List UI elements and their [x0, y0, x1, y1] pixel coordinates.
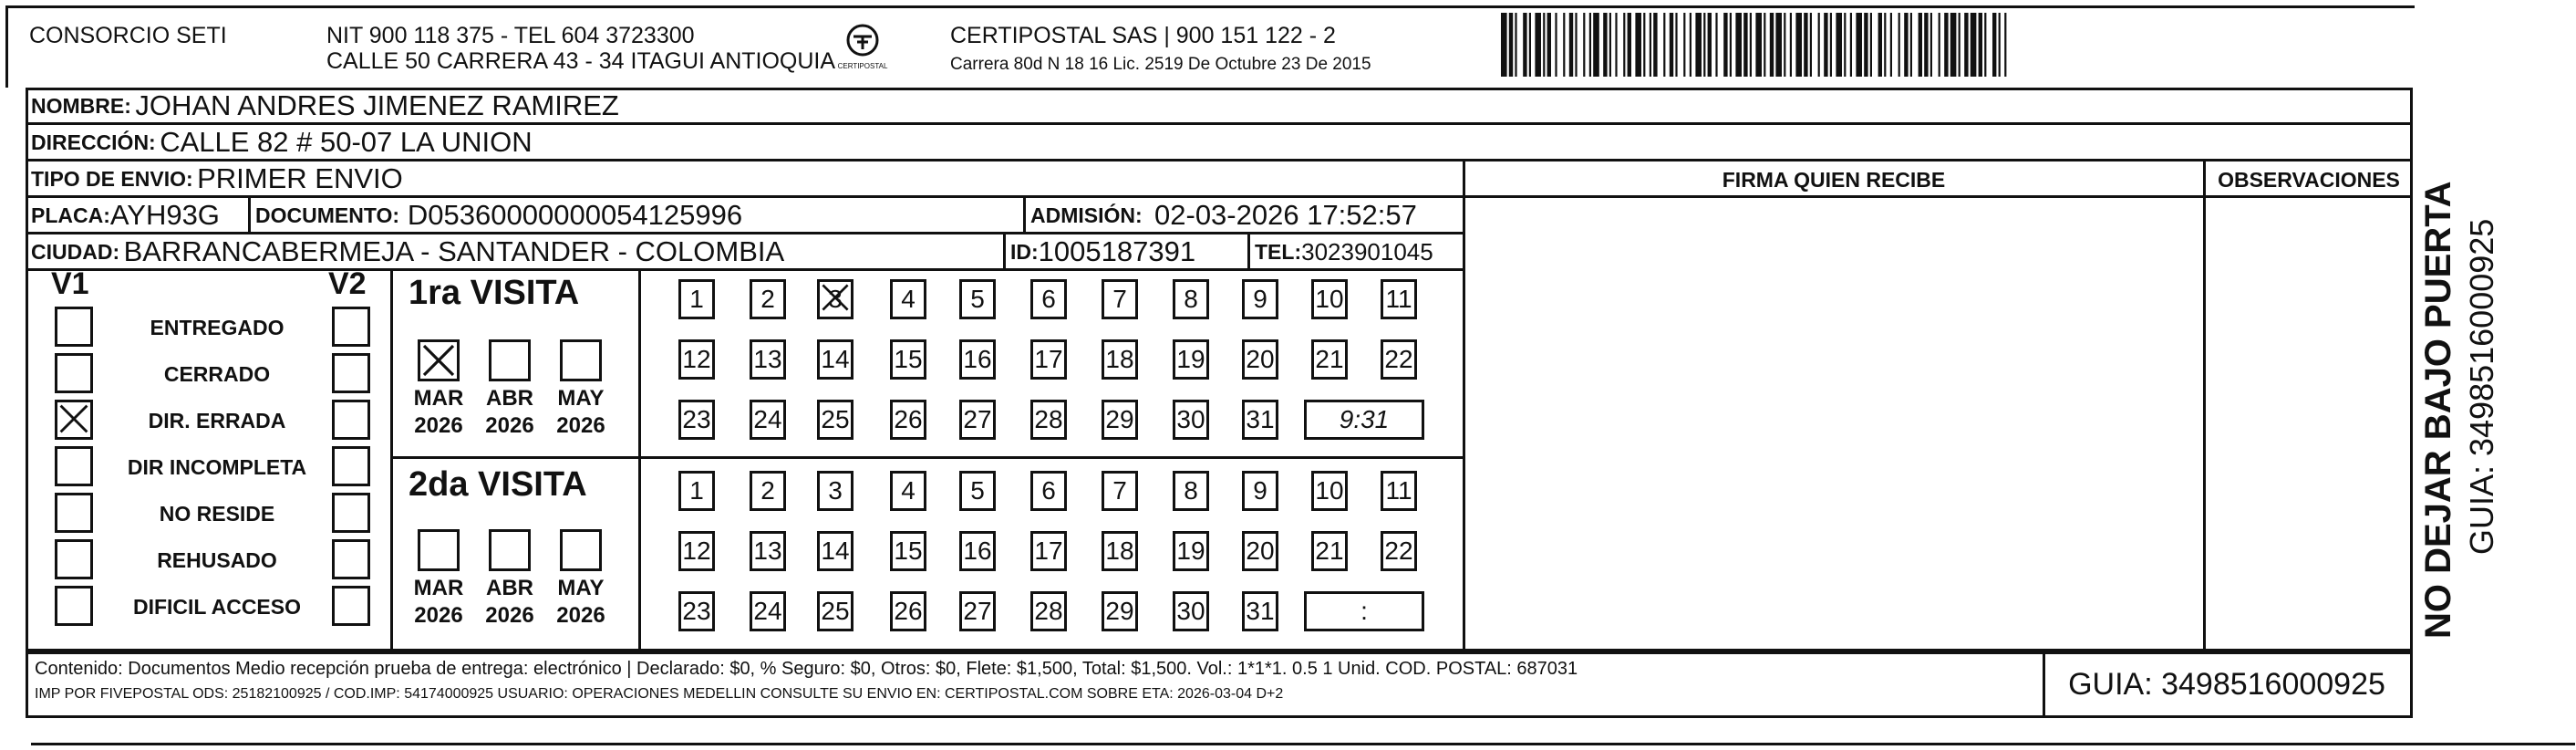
v1-checkbox[interactable]: [55, 446, 93, 486]
company-name: CONSORCIO SETI: [29, 23, 227, 48]
month-label: MAR 2026: [413, 386, 464, 438]
month-label: MAR 2026: [413, 576, 464, 628]
month-label: ABR 2026: [485, 576, 534, 628]
v2-label: V2: [328, 266, 367, 301]
day-box[interactable]: 9: [1242, 279, 1278, 319]
ciudad-label: CIUDAD:: [31, 239, 120, 264]
day-box[interactable]: 11: [1381, 471, 1417, 511]
v1-checkbox[interactable]: [55, 400, 93, 440]
id-cell: [1005, 234, 1195, 270]
day-box[interactable]: 24: [750, 400, 786, 440]
direccion-label: DIRECCIÓN:: [31, 130, 156, 154]
v2-checkbox[interactable]: [332, 539, 370, 579]
day-box[interactable]: 29: [1102, 591, 1138, 631]
day-box[interactable]: 21: [1311, 339, 1348, 380]
v2-checkbox[interactable]: [332, 400, 370, 440]
svg-text:CERTIPOSTAL: CERTIPOSTAL: [837, 62, 888, 70]
direccion-value: CALLE 82 # 50-07 LA UNION: [160, 126, 533, 158]
day-box[interactable]: 31: [1242, 400, 1278, 440]
footer-imp: IMP POR FIVEPOSTAL ODS: 25182100925 / COD.IMP: 54174000925 USUARIO: OPERACIONES MEDELLIN CONSULTE SU ENVIO EN: CERTIPOSTAL.COM SOBRE ETA: 2026-03-04 D+2: [35, 686, 1284, 702]
row-line: [390, 456, 1464, 459]
placa-label: PLACA:: [31, 203, 110, 227]
day-box[interactable]: 28: [1030, 591, 1067, 631]
day-box[interactable]: 2: [750, 279, 786, 319]
day-box[interactable]: 2: [750, 471, 786, 511]
day-box[interactable]: 13: [750, 531, 786, 571]
row-line: [26, 651, 2413, 654]
tipo-row: [26, 161, 403, 197]
day-box[interactable]: 6: [1030, 471, 1067, 511]
day-box[interactable]: 18: [1102, 531, 1138, 571]
col-line: [638, 268, 641, 651]
day-box[interactable]: 26: [890, 591, 926, 631]
day-box[interactable]: 8: [1173, 471, 1209, 511]
time-box[interactable]: :: [1304, 591, 1424, 631]
cut-line: [31, 743, 2575, 745]
day-box[interactable]: 30: [1173, 400, 1209, 440]
col-line: [2410, 651, 2413, 717]
month-checkbox[interactable]: [560, 339, 602, 381]
time-box[interactable]: 9:31: [1304, 400, 1424, 440]
day-box[interactable]: 12: [678, 531, 715, 571]
reason-label: CERRADO: [163, 362, 271, 386]
reason-label: NO RESIDE: [159, 502, 275, 526]
day-box[interactable]: 1: [678, 471, 715, 511]
day-box[interactable]: 10: [1311, 471, 1348, 511]
day-box[interactable]: 26: [890, 400, 926, 440]
day-box[interactable]: 7: [1102, 279, 1138, 319]
documento-label: DOCUMENTO:: [255, 203, 400, 227]
tel-cell: [1249, 234, 1433, 270]
nombre-label: NOMBRE:: [31, 93, 131, 118]
day-box[interactable]: 20: [1242, 531, 1278, 571]
v1-checkbox[interactable]: [55, 493, 93, 533]
v1-label: V1: [51, 266, 89, 301]
v1-checkbox[interactable]: [55, 586, 93, 626]
v2-checkbox[interactable]: [332, 493, 370, 533]
day-box[interactable]: 3: [817, 279, 853, 319]
month-checkbox[interactable]: [418, 339, 460, 381]
tipo-label: TIPO DE ENVIO:: [31, 166, 193, 191]
firma-area[interactable]: [1464, 197, 2201, 650]
day-box[interactable]: 23: [678, 591, 715, 631]
day-box[interactable]: 9: [1242, 471, 1278, 511]
id-value: 1005187391: [1038, 235, 1196, 267]
month-checkbox[interactable]: [489, 529, 531, 571]
day-box[interactable]: 28: [1030, 400, 1067, 440]
v2-checkbox[interactable]: [332, 307, 370, 347]
day-box[interactable]: 25: [817, 400, 853, 440]
tel-label: TEL:: [1255, 239, 1302, 264]
day-box[interactable]: 14: [817, 531, 853, 571]
month-label: ABR 2026: [485, 386, 534, 438]
col-line: [26, 651, 28, 717]
v1-checkbox[interactable]: [55, 307, 93, 347]
day-box[interactable]: 14: [817, 339, 853, 380]
day-box[interactable]: 16: [959, 531, 996, 571]
documento-cell: [250, 197, 742, 234]
day-box[interactable]: 4: [890, 279, 926, 319]
day-box[interactable]: 1: [678, 279, 715, 319]
day-box[interactable]: 21: [1311, 531, 1348, 571]
v1-checkbox[interactable]: [55, 353, 93, 393]
tipo-value: PRIMER ENVIO: [197, 162, 403, 194]
barcode: [1501, 13, 2205, 77]
side-guia: GUIA: 3498516000925: [2463, 218, 2500, 555]
day-box[interactable]: 19: [1173, 531, 1209, 571]
month-label: MAY 2026: [556, 576, 605, 628]
day-box[interactable]: 16: [959, 339, 996, 380]
reason-label: ENTREGADO: [150, 316, 284, 339]
nombre-row: [26, 88, 619, 124]
day-box[interactable]: 17: [1030, 339, 1067, 380]
day-box[interactable]: 30: [1173, 591, 1209, 631]
visit1-title: 1ra VISITA: [409, 274, 580, 312]
day-box[interactable]: 12: [678, 339, 715, 380]
day-box[interactable]: 27: [959, 400, 996, 440]
month-checkbox[interactable]: [489, 339, 531, 381]
day-box[interactable]: 17: [1030, 531, 1067, 571]
address-line: CALLE 50 CARRERA 43 - 34 ITAGUI ANTIOQUIA: [326, 48, 836, 74]
day-box[interactable]: 7: [1102, 471, 1138, 511]
day-box[interactable]: 19: [1173, 339, 1209, 380]
day-box[interactable]: 18: [1102, 339, 1138, 380]
v2-checkbox[interactable]: [332, 446, 370, 486]
tel-value: 3023901045: [1301, 237, 1433, 266]
ciudad-value: BARRANCABERMEJA - SANTANDER - COLOMBIA: [123, 235, 785, 267]
reason-label: DIR. ERRADA: [148, 409, 286, 432]
admision-cell: [1025, 197, 1417, 234]
day-box[interactable]: 11: [1381, 279, 1417, 319]
direccion-row: [26, 124, 533, 161]
col-line: [390, 268, 393, 651]
day-box[interactable]: 27: [959, 591, 996, 631]
footer-guia: GUIA: 3498516000925: [2068, 667, 2385, 702]
v1-checkbox[interactable]: [55, 539, 93, 579]
day-box[interactable]: 23: [678, 400, 715, 440]
v2-checkbox[interactable]: [332, 586, 370, 626]
side-warning: NO DEJAR BAJO PUERTA: [2418, 181, 2458, 639]
observaciones-label: OBSERVACIONES: [2218, 168, 2400, 192]
certipostal-logo-icon: [837, 20, 888, 71]
placa-cell: [26, 197, 220, 234]
nit-line: NIT 900 118 375 - TEL 604 3723300: [326, 23, 695, 48]
day-box[interactable]: 22: [1381, 339, 1417, 380]
documento-value: D05360000000054125996: [407, 199, 743, 231]
nombre-value: JOHAN ANDRES JIMENEZ RAMIREZ: [135, 89, 619, 121]
day-box[interactable]: 25: [817, 591, 853, 631]
month-checkbox[interactable]: [560, 529, 602, 571]
ciudad-cell: [26, 234, 784, 270]
id-label: ID:: [1010, 239, 1039, 264]
day-box[interactable]: 8: [1173, 279, 1209, 319]
day-box[interactable]: 29: [1102, 400, 1138, 440]
day-box[interactable]: 15: [890, 531, 926, 571]
day-box[interactable]: 6: [1030, 279, 1067, 319]
placa-value: AYH93G: [109, 199, 220, 231]
firma-label: FIRMA QUIEN RECIBE: [1722, 168, 1946, 192]
month-checkbox[interactable]: [418, 529, 460, 571]
visit2-title: 2da VISITA: [409, 465, 587, 504]
admision-value: 02-03-2026 17:52:57: [1154, 199, 1417, 231]
day-box[interactable]: 15: [890, 339, 926, 380]
certipostal-line: CERTIPOSTAL SAS | 900 151 122 - 2: [950, 23, 1336, 48]
day-box[interactable]: 13: [750, 339, 786, 380]
day-box[interactable]: 5: [959, 471, 996, 511]
day-box[interactable]: 24: [750, 591, 786, 631]
day-box[interactable]: 3: [817, 471, 853, 511]
day-box[interactable]: 20: [1242, 339, 1278, 380]
license-line: Carrera 80d N 18 16 Lic. 2519 De Octubre 23 De 2015: [950, 55, 1371, 74]
admision-label: ADMISIÓN:: [1030, 203, 1143, 227]
reason-label: DIFICIL ACCESO: [132, 595, 301, 619]
day-box[interactable]: 10: [1311, 279, 1348, 319]
month-label: MAY 2026: [556, 386, 605, 438]
v2-checkbox[interactable]: [332, 353, 370, 393]
reason-label: REHUSADO: [157, 548, 277, 572]
day-box[interactable]: 5: [959, 279, 996, 319]
footer-contenido: Contenido: Documentos Medio recepción prueba de entrega: electrónico | Declarado: $0, % Seguro: $0, Otros: $0, Flete: $1,500, Total: $1,500. Vol.: 1*1*1. 0.5 1 Unid. COD. POSTAL: 687031: [35, 659, 1578, 679]
day-box[interactable]: 31: [1242, 591, 1278, 631]
day-box[interactable]: 22: [1381, 531, 1417, 571]
day-box[interactable]: 4: [890, 471, 926, 511]
reason-label: DIR INCOMPLETA: [127, 455, 307, 479]
observaciones-area[interactable]: [2205, 197, 2411, 650]
row-line: [26, 715, 2413, 718]
